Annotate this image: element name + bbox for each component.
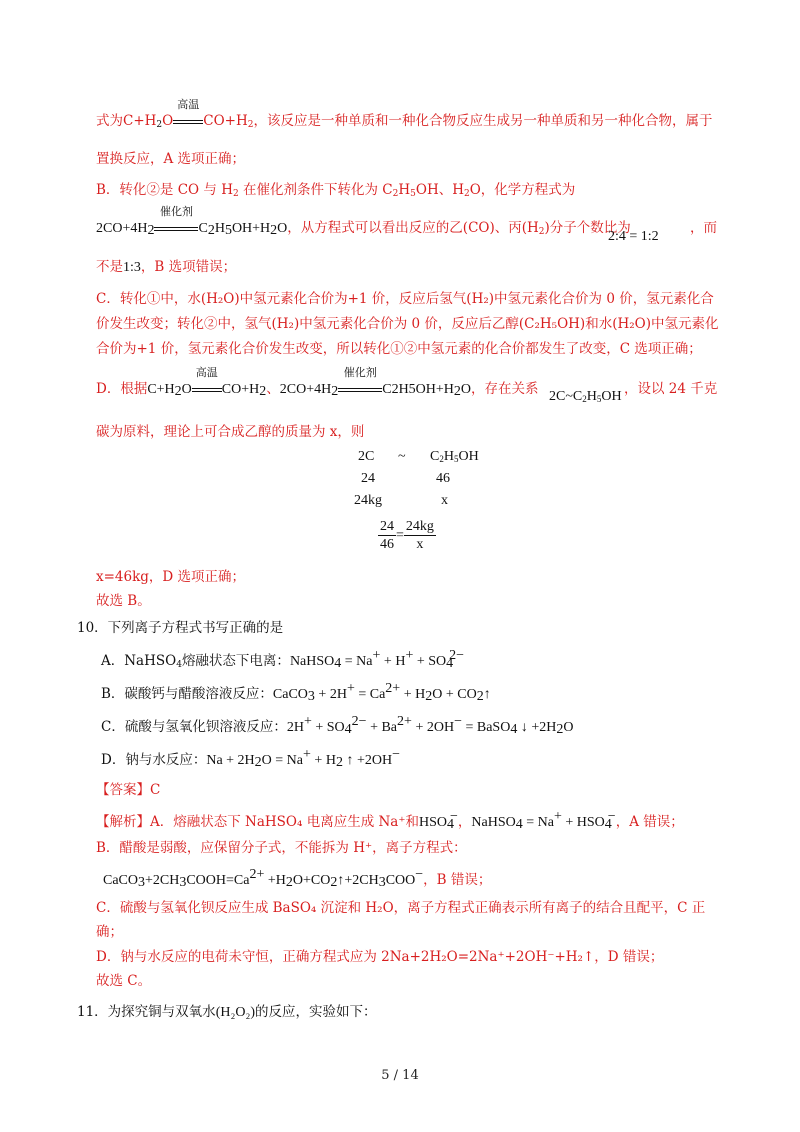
calc-cell: 24 (361, 471, 375, 486)
text-line: ，而 (690, 220, 717, 236)
question-stem: 11．为探究铜与双氧水(H₂O₂)的反应，实验如下： (77, 1004, 377, 1020)
calc-cell: 2C (358, 449, 375, 464)
explanation-b: B．醋酸是弱酸，应保留分子式，不能拆为 H⁺，离子方程式： (96, 840, 467, 856)
text-line: 价发生改变；转化②中，氢气(H₂)中氢元素化合价为 0 价，反应后乙醇(C₂H₅OH)和水(H₂O)中氢元素化 (96, 316, 719, 332)
explanation-c: 确； (96, 924, 123, 940)
option-a: A．NaHSO$_4$熔融状态下电离：NaHSO$_4$ = $Na^+ + H^+ + SO_4^{2-}$ (101, 648, 465, 671)
text-line: 置换反应，A 选项正确； (96, 151, 246, 167)
option-d: D．钠与水反应：$Na + 2H_2O = Na^+ + H_2$ ↑ +2OH− (101, 747, 400, 770)
question-stem: 10．下列离子方程式书写正确的是 (77, 620, 284, 636)
relation: $2C\sim C_2H_5OH$ (549, 389, 622, 404)
option-c: C．硫酸与氢氧化钡溶液反应：$2H^+ + SO_4^{2-} + Ba^{2+} + 2OH^-$ = BaSO$_4$ ↓ $+2H_2O$ (101, 714, 574, 737)
text-line: D．根据$C+H_2O$ 高温 $CO+H_2$、$2CO+4H_2$ 催化剂 $C2H5OH+H_2O$，存在关系 (96, 367, 539, 399)
explanation-d: D．钠与水反应的电荷未守恒，正确方程式应为 2Na+2H₂O=2Na⁺+2OH⁻+H₂↑，D 错误； (96, 949, 664, 965)
text-line: ，设以 24 千克 (624, 381, 718, 397)
calc-fraction: $\frac{24}{46}$ = $\frac{24kg}{x}$ (380, 519, 434, 552)
ratio: 2:4 = 1:2 (608, 229, 659, 244)
text-line: 式为$C+H_2O$ 高温 $CO+H_2$，该反应是一种单质和一种化合物反应生成另一种单质和另一种化合物，属于 (96, 99, 713, 130)
reaction-condition: 催化剂 (154, 220, 198, 238)
calc-cell: ~ (398, 449, 406, 464)
text-line: x=46kg，D 选项正确； (96, 569, 246, 585)
calc-cell: x (441, 493, 448, 508)
text-line: 碳为原料，理论上可合成乙醇的质量为 x，则 (96, 424, 365, 440)
text-line: B．转化②是 CO 与 $H_2$ 在催化剂条件下转化为 $C_2H_5OH$、$H_2O$，化学方程式为 (96, 182, 576, 199)
explanation-b-eq: $CaCO_3+2CH_3COOH=Ca^{2+}$ $+H_2O+CO_2↑+2CH_3COO^-$，B 错误； (103, 867, 492, 890)
reaction-condition: 高温 (173, 113, 203, 131)
answer: 【答案】C (96, 782, 161, 798)
option-b: B．碳酸钙与醋酸溶液反应：CaCO$_3$ + $2H^+ = Ca^{2+} + H_2O$ + $CO_2↑$ (101, 681, 491, 704)
text-line: $2CO+4H_2$ 催化剂 $C_2H_5OH+H_2O$，从方程式可以看出反应的乙(CO)、丙$(H_2)$分子个数比为 (96, 206, 631, 238)
calc-cell: 46 (436, 471, 450, 486)
page-number: 5 / 14 (381, 1068, 419, 1083)
calc-cell: 24kg (354, 493, 382, 508)
explanation-c: C．硫酸与氢氧化钡反应生成 BaSO₄ 沉淀和 H₂O，离子方程式正确表示所有离子的结合且配平，C 正 (96, 900, 706, 916)
text-line: 合价为+1 价，氢元素化合价发生改变，所以转化①②中氢元素的化合价都发生了改变，C 选项正确； (96, 341, 702, 357)
calc-cell: $C_2H_5OH$ (430, 449, 479, 464)
reaction-condition: 高温 (192, 381, 222, 399)
explanation-a: 【解析】A．熔融状态下 NaHSO₄ 电离应生成 Na⁺和$HSO_4^-$，NaHSO$_4$ = $Na^+ + HSO_4^-$，A 错误； (96, 809, 684, 832)
reaction-condition: 催化剂 (338, 381, 382, 399)
text-line: 故选 B。 (96, 593, 151, 609)
text-line: 不是1:3，B 选项错误； (96, 259, 237, 275)
text-line: C．转化①中，水(H₂O)中氢元素化合价为+1 价，反应后氢气(H₂)中氢元素化合价为 0 价，氢元素化合 (96, 291, 714, 307)
explanation-d: 故选 C。 (96, 973, 152, 989)
